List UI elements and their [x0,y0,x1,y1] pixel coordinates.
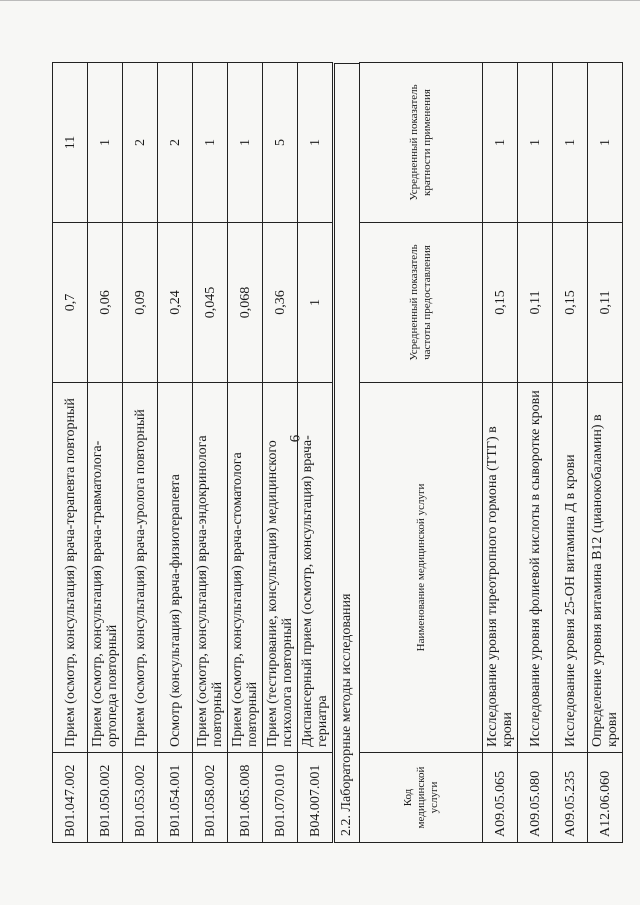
service-code: A12.06.060 [588,753,623,843]
table-row [483,63,518,843]
multiplicity-value: 1 [553,63,588,223]
service-name: Исследование уровня фолиевой кислоты в сыворотке крови [518,383,553,753]
frequency-value: 0,11 [518,223,553,383]
services-table-continued [52,62,333,843]
service-name: Прием (осмотр, консультация) врача-эндокринолога повторный [193,383,228,753]
service-code: B01.058.002 [193,753,228,843]
header-name: Наименование медицинской услуги [360,383,483,753]
multiplicity-value: 1 [518,63,553,223]
multiplicity-value: 1 [588,63,623,223]
table-row [53,63,88,843]
service-code: B01.050.002 [88,753,123,843]
service-name: Прием (тестирование, консультация) медицинского психолога повторный [263,383,298,753]
table-row [228,63,263,843]
table-row [518,63,553,843]
frequency-value: 0,15 [483,223,518,383]
service-code: B01.070.010 [263,753,298,843]
frequency-value: 0,36 [263,223,298,383]
header-frequency: Усредненный показатель частоты предоставления [360,223,483,383]
multiplicity-value: 1 [193,63,228,223]
frequency-value: 0,068 [228,223,263,383]
table-row [123,63,158,843]
table-row [588,63,623,843]
page-number: 6 [287,434,304,443]
multiplicity-value: 2 [123,63,158,223]
service-code: A09.05.080 [518,753,553,843]
service-name: Осмотр (консультация) врача-физиотерапевта [158,383,193,753]
frequency-value: 1 [298,223,333,383]
scan-edge-line [0,0,640,1]
table-row [553,63,588,843]
service-name: Прием (осмотр, консультация) врача-травматолога-ортопеда повторный [88,383,123,753]
rotated-page-content [52,63,620,843]
service-name: Исследование уровня 25-ОН витамина Д в крови [553,383,588,753]
service-code: B01.065.008 [228,753,263,843]
service-code: B01.047.002 [53,753,88,843]
table-row [88,63,123,843]
multiplicity-value: 5 [263,63,298,223]
header-code: Код медицинской услуги [360,753,483,843]
table-row [193,63,228,843]
service-code: A09.05.235 [553,753,588,843]
frequency-value: 0,045 [193,223,228,383]
frequency-value: 0,11 [588,223,623,383]
service-code: B01.053.002 [123,753,158,843]
multiplicity-value: 1 [88,63,123,223]
table-header-row [360,63,483,843]
service-name: Исследование уровня тиреотропного гормона (ТТГ) в крови [483,383,518,753]
frequency-value: 0,15 [553,223,588,383]
table-row [298,63,333,843]
section-heading: 2.2. Лабораторные методы исследования [334,63,360,843]
multiplicity-value: 1 [483,63,518,223]
table-row [263,63,298,843]
header-multiplicity: Усредненный показатель кратности применения [360,63,483,223]
multiplicity-value: 1 [298,63,333,223]
service-code: A09.05.065 [483,753,518,843]
multiplicity-value: 2 [158,63,193,223]
service-name: Диспансерный прием (осмотр, консультация) врача-гериатра [298,383,333,753]
frequency-value: 0,7 [53,223,88,383]
lab-methods-table [359,62,623,843]
service-name: Прием (осмотр, консультация) врача-уролога повторный [123,383,158,753]
service-code: B04.007.001 [298,753,333,843]
table-row [158,63,193,843]
service-name: Определение уровня витамина B12 (цианокобаламин) в крови [588,383,623,753]
multiplicity-value: 11 [53,63,88,223]
multiplicity-value: 1 [228,63,263,223]
service-name: Прием (осмотр, консультация) врача-стоматолога повторный [228,383,263,753]
frequency-value: 0,24 [158,223,193,383]
service-name: Прием (осмотр, консультация) врача-терапевта повторный [53,383,88,753]
frequency-value: 0,09 [123,223,158,383]
service-code: B01.054.001 [158,753,193,843]
frequency-value: 0,06 [88,223,123,383]
